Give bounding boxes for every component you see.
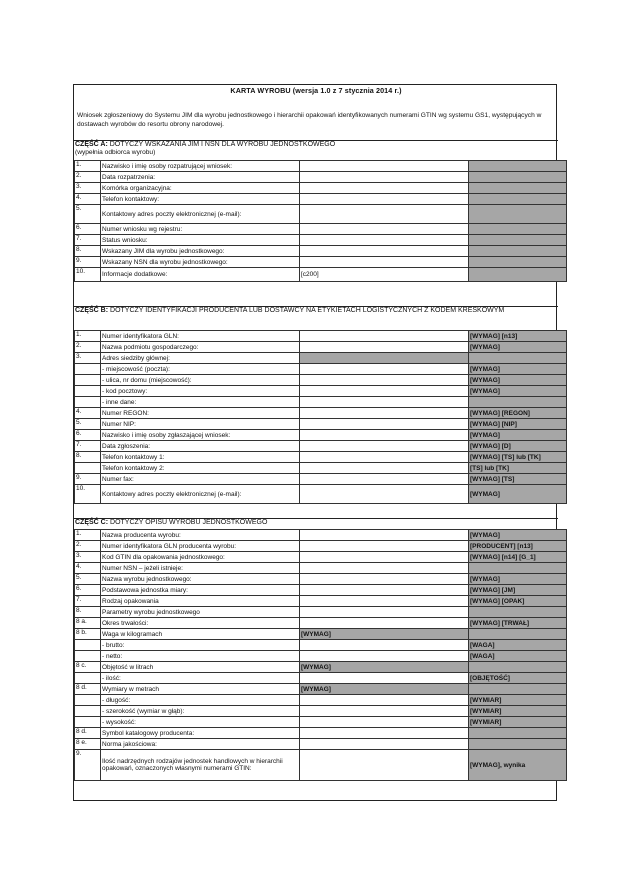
- field-label: - miejscowość (poczta):: [101, 364, 300, 375]
- table-row: [75, 662, 567, 673]
- table-row: [75, 596, 567, 607]
- table-row: [75, 452, 567, 463]
- field-label: Symbol katalogowy producenta:: [101, 728, 300, 739]
- field-requirement: [WAGA]: [469, 651, 567, 662]
- field-label: Komórka organizacyjna:: [101, 183, 300, 194]
- part-a-title: DOTYCZY WSKAZANIA JIM I NSN DLA WYROBU JEDNOSTKOWEGO: [107, 141, 336, 148]
- field-requirement: [WYMAG] [REGON]: [469, 408, 567, 419]
- field-requirement: [WYMAG]: [469, 530, 567, 541]
- table-row: [75, 246, 567, 257]
- field-label: Numer wniosku wg rejestru:: [101, 224, 300, 235]
- field-label: Parametry wyrobu jednostkowego: [101, 607, 300, 618]
- field-requirement: [WYMAG]: [469, 342, 567, 353]
- field-requirement: [WYMAG]: [469, 386, 567, 397]
- field-value-input[interactable]: [300, 408, 469, 419]
- field-value-input[interactable]: [300, 728, 469, 739]
- field-label: Numer identyfikatora GLN:: [101, 331, 300, 342]
- field-label: Telefon kontaktowy 2:: [101, 463, 300, 474]
- table-row: [75, 485, 567, 504]
- part-a-heading: [74, 140, 558, 158]
- field-value-input[interactable]: [300, 530, 469, 541]
- field-value-input[interactable]: [300, 183, 469, 194]
- field-requirement: [WYMAG] [n13]: [469, 331, 567, 342]
- field-requirement: [WYMIAR]: [469, 717, 567, 728]
- table-row: [75, 342, 567, 353]
- table-row: [75, 474, 567, 485]
- field-requirement: [WYMIAR]: [469, 706, 567, 717]
- field-label: - długość:: [101, 695, 300, 706]
- table-row: [75, 574, 567, 585]
- field-requirement: [469, 397, 567, 408]
- field-value-input[interactable]: [300, 574, 469, 585]
- field-value-input[interactable]: [300, 331, 469, 342]
- row-number: 3.: [75, 552, 101, 563]
- form-title: KARTA WYROBU (wersja 1.0 z 7 stycznia 2014 r.): [230, 86, 402, 95]
- field-value-input[interactable]: [300, 353, 469, 364]
- field-value-input[interactable]: [300, 463, 469, 474]
- row-number: 5.: [75, 205, 101, 224]
- field-value-input[interactable]: [300, 717, 469, 728]
- field-requirement: [469, 353, 567, 364]
- row-number: 3.: [75, 183, 101, 194]
- row-number: 8 d.: [75, 728, 101, 739]
- field-label: Wskazany NSN dla wyrobu jednostkowego:: [101, 257, 300, 268]
- table-row: [75, 684, 567, 695]
- field-value-input[interactable]: [WYMAG]: [300, 629, 469, 640]
- part-c-title: DOTYCZY OPISU WYROBU JEDNOSTKOWEGO: [108, 519, 268, 526]
- table-row: [75, 750, 567, 781]
- field-value-input[interactable]: [300, 750, 469, 781]
- field-requirement: [WYMAG]: [469, 375, 567, 386]
- table-row: [75, 235, 567, 246]
- row-number: [75, 364, 101, 375]
- field-requirement: [469, 728, 567, 739]
- table-row: [75, 364, 567, 375]
- row-number: [75, 463, 101, 474]
- row-number: 6.: [75, 224, 101, 235]
- field-value-input[interactable]: [300, 246, 469, 257]
- table-row: [75, 397, 567, 408]
- field-value-input[interactable]: [300, 172, 469, 183]
- field-requirement: [469, 246, 567, 257]
- field-requirement: [WYMIAR]: [469, 695, 567, 706]
- field-value-input[interactable]: [300, 375, 469, 386]
- field-requirement: [WYMAG], wynika: [469, 750, 567, 781]
- table-row: [75, 607, 567, 618]
- table-row: [75, 563, 567, 574]
- field-label: - szerokość (wymiar w głąb):: [101, 706, 300, 717]
- part-c-heading: [74, 518, 558, 527]
- table-row: [75, 541, 567, 552]
- field-value-input[interactable]: [300, 257, 469, 268]
- field-label: Rodzaj opakowania: [101, 596, 300, 607]
- field-value-input[interactable]: [300, 485, 469, 504]
- field-requirement: [WYMAG] [TRWAŁ]: [469, 618, 567, 629]
- field-value-input[interactable]: [300, 235, 469, 246]
- field-requirement: [469, 684, 567, 695]
- part-a-subheading: (wypełnia odbiorca wyrobu): [75, 149, 156, 157]
- part-b-label: CZĘŚĆ B:: [75, 307, 109, 314]
- field-requirement: [WYMAG]: [469, 430, 567, 441]
- table-row: [75, 386, 567, 397]
- field-label: Objętość w litrach: [101, 662, 300, 673]
- row-number: 6.: [75, 585, 101, 596]
- table-row: [75, 353, 567, 364]
- table-row: [75, 161, 567, 172]
- field-requirement: [WYMAG] [D]: [469, 441, 567, 452]
- table-row: [75, 629, 567, 640]
- part-c-label: CZĘŚĆ C:: [75, 519, 109, 526]
- field-value-input[interactable]: [300, 585, 469, 596]
- field-requirement: [469, 183, 567, 194]
- field-value-input[interactable]: [300, 194, 469, 205]
- field-label: - inne dane:: [101, 397, 300, 408]
- field-requirement: [469, 235, 567, 246]
- field-label: Ilość nadrzędnych rodzajów jednostek handlowych w hierarchii opakowań, oznaczonych własnymi numerami GTIN:: [101, 750, 300, 781]
- field-value-input[interactable]: [300, 205, 469, 224]
- row-number: 10.: [75, 485, 101, 504]
- field-label: Nazwa producenta wyrobu:: [101, 530, 300, 541]
- field-label: - ulica, nr domu (miejscowość):: [101, 375, 300, 386]
- row-number: 4.: [75, 408, 101, 419]
- field-value-input[interactable]: [300, 441, 469, 452]
- field-value-input[interactable]: [300, 673, 469, 684]
- row-number: 2.: [75, 172, 101, 183]
- table-row: [75, 172, 567, 183]
- field-requirement: [OBJĘTOŚĆ]: [469, 673, 567, 684]
- field-value-input[interactable]: [300, 739, 469, 750]
- field-value-input[interactable]: [300, 452, 469, 463]
- row-number: [75, 706, 101, 717]
- field-value-input[interactable]: [300, 618, 469, 629]
- row-number: 7.: [75, 235, 101, 246]
- field-requirement: [WYMAG]: [469, 364, 567, 375]
- row-number: 8.: [75, 452, 101, 463]
- field-label: Telefon kontaktowy 1:: [101, 452, 300, 463]
- field-requirement: [469, 205, 567, 224]
- table-row: [75, 183, 567, 194]
- table-row: [75, 430, 567, 441]
- field-label: Status wniosku:: [101, 235, 300, 246]
- field-label: Telefon kontaktowy:: [101, 194, 300, 205]
- row-number: [75, 651, 101, 662]
- table-row: [75, 419, 567, 430]
- field-value-input[interactable]: [300, 224, 469, 235]
- field-label: Data rozpatrzenia:: [101, 172, 300, 183]
- field-value-input[interactable]: [300, 607, 469, 618]
- row-number: 8 c.: [75, 662, 101, 673]
- field-requirement: [469, 194, 567, 205]
- field-requirement: [WYMAG] [JM]: [469, 585, 567, 596]
- row-number: 3.: [75, 353, 101, 364]
- field-value-input[interactable]: [300, 563, 469, 574]
- field-label: Norma jakościowa:: [101, 739, 300, 750]
- field-requirement: [469, 662, 567, 673]
- field-value-input[interactable]: [300, 430, 469, 441]
- field-value-input[interactable]: [300, 640, 469, 651]
- field-value-input[interactable]: [300, 161, 469, 172]
- field-label: - brutto:: [101, 640, 300, 651]
- form-intro: Wniosek zgłoszeniowy do Systemu JIM dla wyrobu jednostkowego i hierarchii opakowań identyfikowanych numerami GTIN wg systemu GS1, występujących w dostawach wyrobów do resortu obrony narodowej.: [77, 112, 542, 128]
- field-requirement: [469, 161, 567, 172]
- field-label: Nazwa podmiotu gospodarczego:: [101, 342, 300, 353]
- field-requirement: [469, 563, 567, 574]
- field-requirement: [WYMAG] [NIP]: [469, 419, 567, 430]
- field-value-input[interactable]: [300, 474, 469, 485]
- row-number: 8 a.: [75, 618, 101, 629]
- field-label: Podstawowa jednostka miary:: [101, 585, 300, 596]
- table-row: [75, 585, 567, 596]
- table-row: [75, 739, 567, 750]
- field-label: Wymiary w metrach: [101, 684, 300, 695]
- row-number: 8 e.: [75, 739, 101, 750]
- field-value-input[interactable]: [300, 706, 469, 717]
- table-row: [75, 257, 567, 268]
- row-number: 7.: [75, 596, 101, 607]
- field-label: Adres siedziby głównej:: [101, 353, 300, 364]
- field-value-input[interactable]: [300, 419, 469, 430]
- field-requirement: [WYMAG] [n14] [G_1]: [469, 552, 567, 563]
- table-row: [75, 651, 567, 662]
- row-number: 1.: [75, 161, 101, 172]
- table-row: [75, 706, 567, 717]
- row-number: [75, 717, 101, 728]
- field-requirement: [WYMAG] [OPAK]: [469, 596, 567, 607]
- field-value-input[interactable]: [300, 342, 469, 353]
- table-row: [75, 441, 567, 452]
- field-label: - kod pocztowy:: [101, 386, 300, 397]
- field-value-input[interactable]: [300, 397, 469, 408]
- part-a-table: [74, 160, 567, 282]
- field-value-input[interactable]: [300, 541, 469, 552]
- field-label: Kontaktowy adres poczty elektronicznej (e-mail):: [101, 205, 300, 224]
- table-row: [75, 717, 567, 728]
- field-requirement: [469, 739, 567, 750]
- row-number: 8.: [75, 607, 101, 618]
- field-label: - netto:: [101, 651, 300, 662]
- row-number: 1.: [75, 331, 101, 342]
- row-number: 8 b.: [75, 629, 101, 640]
- table-row: [75, 268, 567, 282]
- field-label: Numer NSN – jeżeli istnieje:: [101, 563, 300, 574]
- row-number: 5.: [75, 419, 101, 430]
- field-value-input[interactable]: [300, 596, 469, 607]
- part-c-table: [74, 529, 567, 781]
- field-requirement: [469, 172, 567, 183]
- table-row: [75, 331, 567, 342]
- field-requirement: [WAGA]: [469, 640, 567, 651]
- field-requirement: [469, 224, 567, 235]
- row-number: 4.: [75, 194, 101, 205]
- field-requirement: [469, 607, 567, 618]
- row-number: [75, 386, 101, 397]
- table-row: [75, 552, 567, 563]
- table-row: [75, 463, 567, 474]
- field-requirement: [WYMAG] [TS] lub [TK]: [469, 452, 567, 463]
- part-b-title: DOTYCZY IDENTYFIKACJI PRODUCENTA LUB DOSTAWCY NA ETYKIETACH LOGISTYCZNYCH Z KODEM KRESKOWYM: [108, 307, 505, 314]
- table-row: [75, 640, 567, 651]
- row-number: 9.: [75, 474, 101, 485]
- field-requirement: [WYMAG]: [469, 485, 567, 504]
- field-label: Kod GTIN dla opakowania jednostkowego:: [101, 552, 300, 563]
- field-label: Numer identyfikatora GLN producenta wyrobu:: [101, 541, 300, 552]
- field-requirement: [WYMAG]: [469, 574, 567, 585]
- row-number: 8.: [75, 246, 101, 257]
- product-card-form: [73, 84, 557, 801]
- part-b-heading: [74, 306, 558, 315]
- table-row: [75, 695, 567, 706]
- field-value-input[interactable]: [300, 695, 469, 706]
- field-label: Numer NIP:: [101, 419, 300, 430]
- table-row: [75, 618, 567, 629]
- field-requirement: [PRODUCENT] [n13]: [469, 541, 567, 552]
- field-label: Wskazany JIM dla wyrobu jednostkowego:: [101, 246, 300, 257]
- table-row: [75, 408, 567, 419]
- table-row: [75, 728, 567, 739]
- row-number: [75, 640, 101, 651]
- row-number: 1.: [75, 530, 101, 541]
- part-a-label: CZĘŚĆ A:: [75, 141, 108, 148]
- field-label: Nazwa wyrobu jednostkowego:: [101, 574, 300, 585]
- table-row: [75, 194, 567, 205]
- field-label: Numer fax:: [101, 474, 300, 485]
- row-number: [75, 695, 101, 706]
- row-number: 10.: [75, 268, 101, 282]
- field-label: Nazwisko i imię osoby zgłaszającej wniosek:: [101, 430, 300, 441]
- field-requirement: [469, 268, 567, 282]
- field-value-input[interactable]: [300, 386, 469, 397]
- field-label: Waga w kilogramach: [101, 629, 300, 640]
- row-number: 5.: [75, 574, 101, 585]
- table-row: [75, 205, 567, 224]
- row-number: 7.: [75, 441, 101, 452]
- field-requirement: [WYMAG] [TS]: [469, 474, 567, 485]
- row-number: 2.: [75, 342, 101, 353]
- field-value-input[interactable]: [c200]: [300, 268, 469, 282]
- row-number: 8 d.: [75, 684, 101, 695]
- field-value-input[interactable]: [300, 651, 469, 662]
- field-value-input[interactable]: [300, 552, 469, 563]
- field-value-input[interactable]: [WYMAG]: [300, 684, 469, 695]
- field-requirement: [469, 629, 567, 640]
- field-label: Nazwisko i imię osoby rozpatrującej wniosek:: [101, 161, 300, 172]
- part-b-table: [74, 330, 567, 504]
- row-number: 6.: [75, 430, 101, 441]
- field-label: Data zgłoszenia:: [101, 441, 300, 452]
- field-requirement: [TS] lub [TK]: [469, 463, 567, 474]
- row-number: [75, 375, 101, 386]
- row-number: 9.: [75, 257, 101, 268]
- field-requirement: [469, 257, 567, 268]
- field-label: Kontaktowy adres poczty elektronicznej (e-mail):: [101, 485, 300, 504]
- field-label: - ilość:: [101, 673, 300, 684]
- table-row: [75, 530, 567, 541]
- table-row: [75, 673, 567, 684]
- row-number: [75, 397, 101, 408]
- field-value-input[interactable]: [WYMAG]: [300, 662, 469, 673]
- table-row: [75, 375, 567, 386]
- field-label: - wysokość:: [101, 717, 300, 728]
- table-row: [75, 224, 567, 235]
- field-label: Numer REGON:: [101, 408, 300, 419]
- field-label: Informacje dodatkowe:: [101, 268, 300, 282]
- field-value-input[interactable]: [300, 364, 469, 375]
- row-number: 2.: [75, 541, 101, 552]
- field-label: Okres trwałości:: [101, 618, 300, 629]
- row-number: [75, 673, 101, 684]
- row-number: 4.: [75, 563, 101, 574]
- row-number: 9.: [75, 750, 101, 781]
